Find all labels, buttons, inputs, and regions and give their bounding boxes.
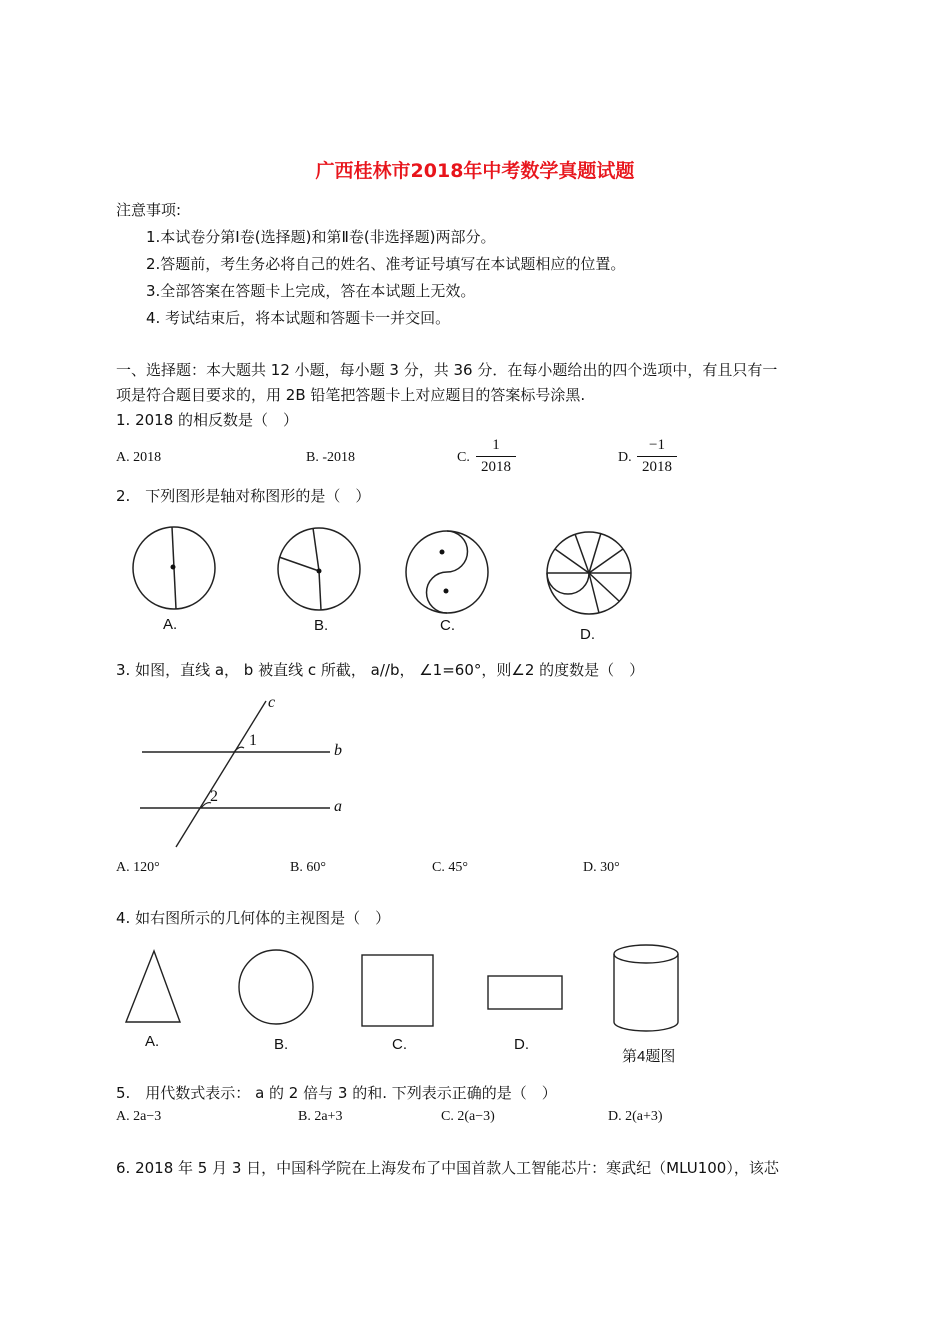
q2-label-d: D.: [580, 626, 595, 643]
fraction-denominator: 2018: [642, 459, 672, 475]
q3-option-c: C. 45°: [432, 860, 468, 875]
q4-figure-caption: 第4题图: [622, 1048, 676, 1065]
q1-option-d-fraction: [637, 437, 677, 476]
q5-option-a: A. 2a−3: [116, 1109, 162, 1124]
q1-option-c-label: C.: [457, 450, 470, 465]
q3-label-b: b: [334, 742, 342, 759]
q3-option-b: B. 60°: [290, 860, 326, 875]
q5-option-b: B. 2a+3: [298, 1109, 343, 1124]
q2-label-c: C.: [440, 617, 455, 634]
q2-label-a: A.: [163, 616, 178, 633]
q1-option-c-fraction: [476, 437, 516, 476]
q4-figure-c-square: [360, 953, 436, 1029]
q3-label-a: a: [334, 798, 342, 815]
q2-figure-b: [275, 525, 365, 615]
q1-option-d-label: D.: [618, 450, 632, 465]
q3-option-a: A. 120°: [116, 860, 160, 875]
fraction-numerator: 1: [492, 437, 500, 453]
q4-label-c: C.: [392, 1036, 407, 1053]
q4-stem: 4. 如右图所示的几何体的主视图是（ ）: [116, 909, 391, 927]
fraction-numerator: −1: [649, 437, 665, 453]
q2-label-b: B.: [314, 617, 329, 634]
notes-heading: 注意事项:: [116, 201, 182, 219]
fraction-bar: [637, 456, 677, 457]
q5-option-c: C. 2(a−3): [441, 1109, 495, 1124]
q3-angle-1: 1: [249, 732, 257, 749]
q4-label-a: A.: [145, 1033, 160, 1050]
q4-cylinder-figure: [611, 942, 683, 1036]
q4-figure-a-triangle: [124, 948, 184, 1026]
note-item: 4. 考试结束后，将本试题和答题卡一并交回。: [146, 309, 451, 327]
fraction-denominator: 2018: [481, 459, 511, 475]
note-item: 3.全部答案在答题卡上完成，答在本试题上无效。: [146, 282, 476, 300]
q4-label-d: D.: [514, 1036, 529, 1053]
section-instructions-line1: 一、选择题：本大题共 12 小题，每小题 3 分，共 36 分．在每小题给出的四个选项中，有且只有一: [116, 361, 778, 379]
note-item: 1.本试卷分第Ⅰ卷(选择题)和第Ⅱ卷(非选择题)两部分。: [146, 228, 496, 246]
q1-option-b: B. -2018: [306, 450, 355, 465]
q3-stem: 3. 如图，直线 a， b 被直线 c 所截， a//b， ∠1=60°，则∠2 的度数是（ ）: [116, 661, 645, 679]
fraction-bar: [476, 456, 516, 457]
note-item: 2.答题前，考生务必将自己的姓名、准考证号填写在本试题相应的位置。: [146, 255, 626, 273]
section-instructions-line2: 项是符合题目要求的，用 2B 铅笔把答题卡上对应题目的答案标号涂黑.: [116, 386, 586, 404]
q3-option-d: D. 30°: [583, 860, 620, 875]
page-title: 广西桂林市2018年中考数学真题试题: [315, 160, 635, 182]
q3-parallel-lines-figure: [138, 695, 358, 850]
q3-label-c: c: [268, 694, 276, 711]
q4-figure-b-circle: [236, 949, 318, 1027]
q2-figure-a: [130, 525, 220, 615]
q2-figure-d: [543, 529, 635, 619]
q3-angle-2: 2: [210, 788, 218, 805]
q5-option-d: D. 2(a+3): [608, 1109, 663, 1124]
q4-figure-d-rectangle: [486, 974, 566, 1012]
q4-label-b: B.: [274, 1036, 289, 1053]
q5-stem: 5. 用代数式表示： a 的 2 倍与 3 的和. 下列表示正确的是（ ）: [116, 1084, 557, 1102]
q2-figure-c-yinyang: [404, 529, 494, 617]
q2-stem: 2. 下列图形是轴对称图形的是（ ）: [116, 487, 371, 505]
q6-stem: 6. 2018 年 5 月 3 日，中国科学院在上海发布了中国首款人工智能芯片：寒武纪（MLU100），该芯: [116, 1159, 779, 1177]
q1-stem: 1. 2018 的相反数是（ ）: [116, 411, 299, 429]
q1-option-a: A. 2018: [116, 450, 162, 465]
